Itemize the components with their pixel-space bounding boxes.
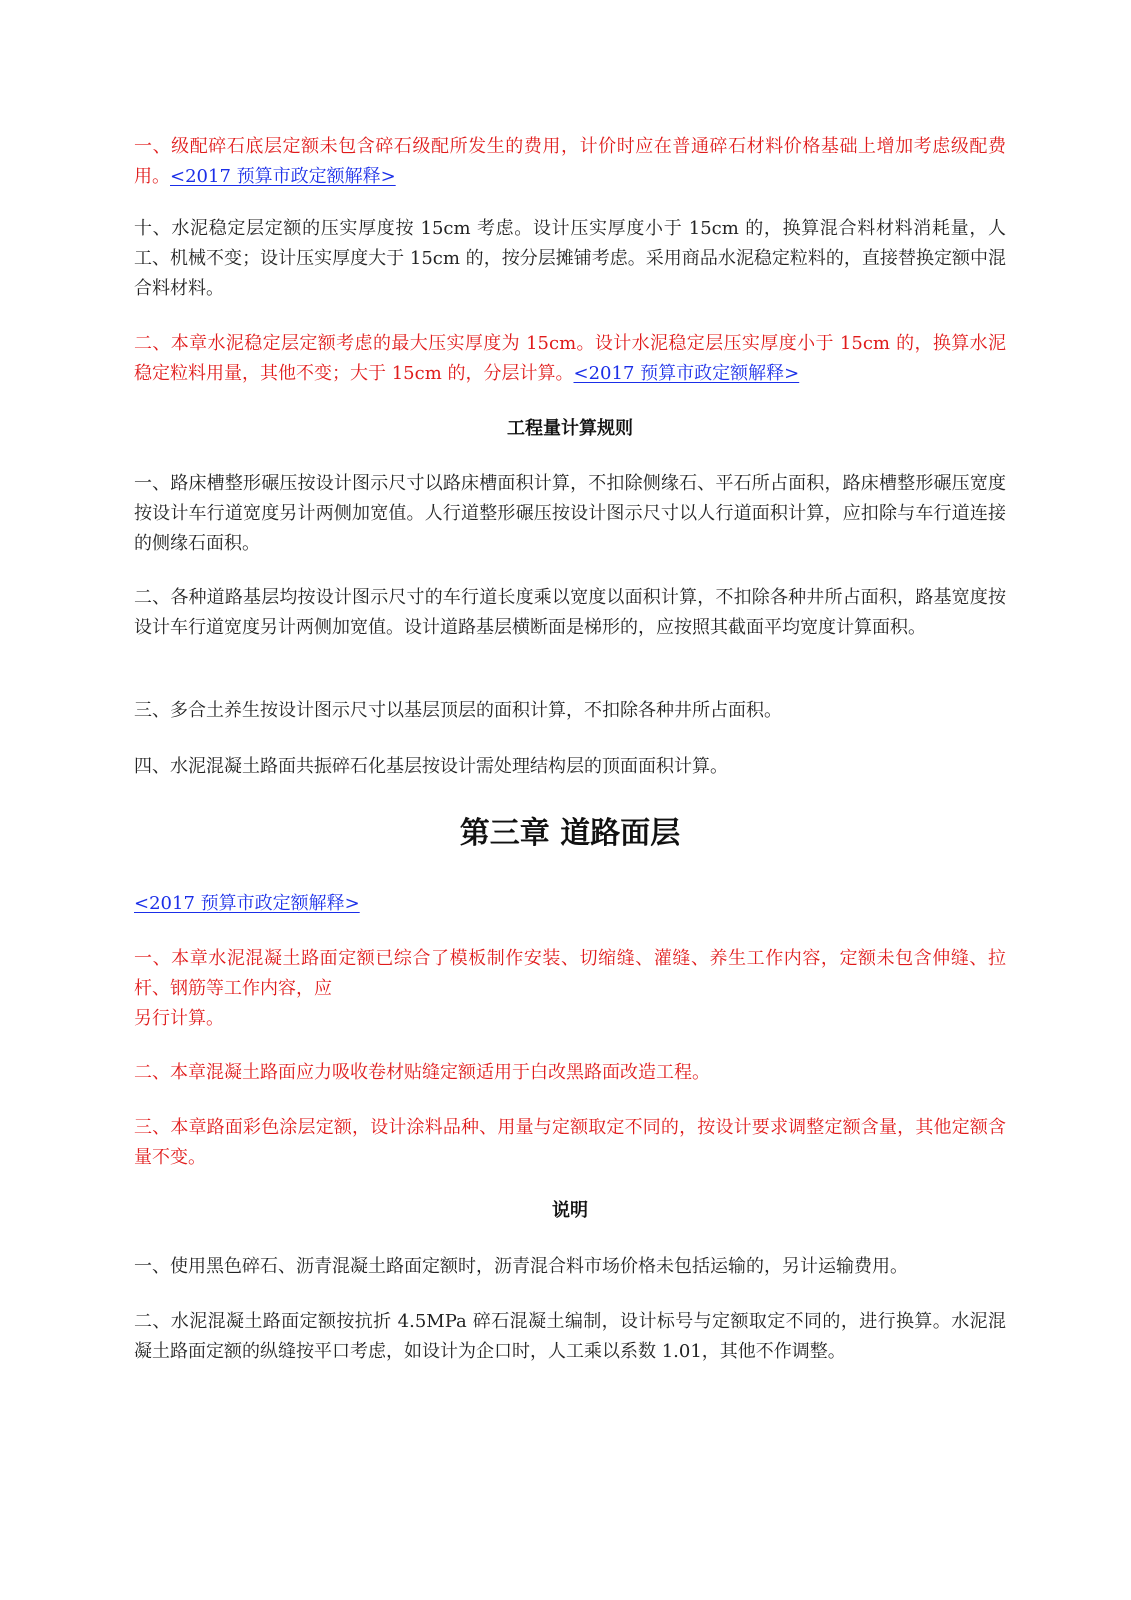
note-graded-gravel-text: 一、级配碎石底层定额未包含碎石级配所发生的费用，计价时应在普通碎石材料价格基础上增加考虑级配费用。 — [134, 136, 1006, 187]
interpretation-link[interactable]: <2017 预算市政定额解释> — [134, 893, 360, 914]
chapter-note-item: 三、本章路面彩色涂层定额，设计涂料品种、用量与定额取定不同的，按设计要求调整定额含量，其他定额含量不变。 — [134, 1117, 1006, 1168]
chapter-note-item: 二、本章混凝土路面应力吸收卷材贴缝定额适用于白改黑路面改造工程。 — [134, 1062, 710, 1083]
quantity-rule-item: 二、各种道路基层均按设计图示尺寸的车行道长度乘以宽度以面积计算，不扣除各种井所占面积，路基宽度按设计车行道宽度另计两侧加宽值。设计道路基层横断面是梯形的，应按照其截面平均宽度计算面积。 — [134, 587, 1006, 638]
rule-cement-stabilized-thickness: 十、水泥稳定层定额的压实厚度按 15cm 考虑。设计压实厚度小于 15cm 的，换算混合料材料消耗量，人工、机械不变；设计压实厚度大于 15cm 的，按分层摊铺考虑。采用商品水泥稳定粒料的，直接替换定额中混合料材料。 — [134, 218, 1006, 299]
note-graded-gravel — [134, 132, 1006, 192]
chapter-note-item — [134, 944, 1006, 1034]
interpretation-link[interactable]: <2017 预算市政定额解释> — [170, 166, 396, 187]
chapter-title: 第三章 道路面层 — [459, 816, 681, 851]
interpretation-link[interactable]: <2017 预算市政定额解释> — [573, 363, 800, 384]
note-cement-stabilized-text: 二、本章水泥稳定层定额考虑的最大压实厚度为 15cm。设计水泥稳定层压实厚度小于 15cm 的，换算水泥稳定粒料用量，其他不变；大于 15cm 的，分层计算。 — [134, 333, 1006, 384]
chapter-note-line: 另行计算。 — [134, 1008, 224, 1029]
chapter-note-line: 一、本章水泥混凝土路面定额已综合了模板制作安装、切缩缝、灌缝、养生工作内容，定额未包含伸缝、拉杆、钢筋等工作内容，应 — [134, 948, 1006, 999]
description-item: 一、使用黑色碎石、沥青混凝土路面定额时，沥青混合料市场价格未包括运输的，另计运输费用。 — [134, 1256, 908, 1277]
chapter-link-line — [134, 889, 1006, 919]
quantity-rule-item: 三、多合土养生按设计图示尺寸以基层顶层的面积计算，不扣除各种井所占面积。 — [134, 700, 782, 721]
note-cement-stabilized-max-thickness — [134, 329, 1006, 389]
quantity-rule-item: 四、水泥混凝土路面共振碎石化基层按设计需处理结构层的顶面面积计算。 — [134, 756, 728, 777]
quantity-rule-item: 一、路床槽整形碾压按设计图示尺寸以路床槽面积计算，不扣除侧缘石、平石所占面积，路床槽整形碾压宽度按设计车行道宽度另计两侧加宽值。人行道整形碾压按设计图示尺寸以人行道面积计算，应扣除与车行道连接的侧缘石面积。 — [134, 473, 1006, 554]
section-heading-description: 说明 — [552, 1200, 588, 1221]
section-heading-quantity-rules: 工程量计算规则 — [507, 418, 633, 439]
description-item: 二、水泥混凝土路面定额按抗折 4.5MPa 碎石混凝土编制，设计标号与定额取定不同的，进行换算。水泥混凝土路面定额的纵缝按平口考虑，如设计为企口时，人工乘以系数 1.01，其他不作调整。 — [134, 1311, 1006, 1362]
